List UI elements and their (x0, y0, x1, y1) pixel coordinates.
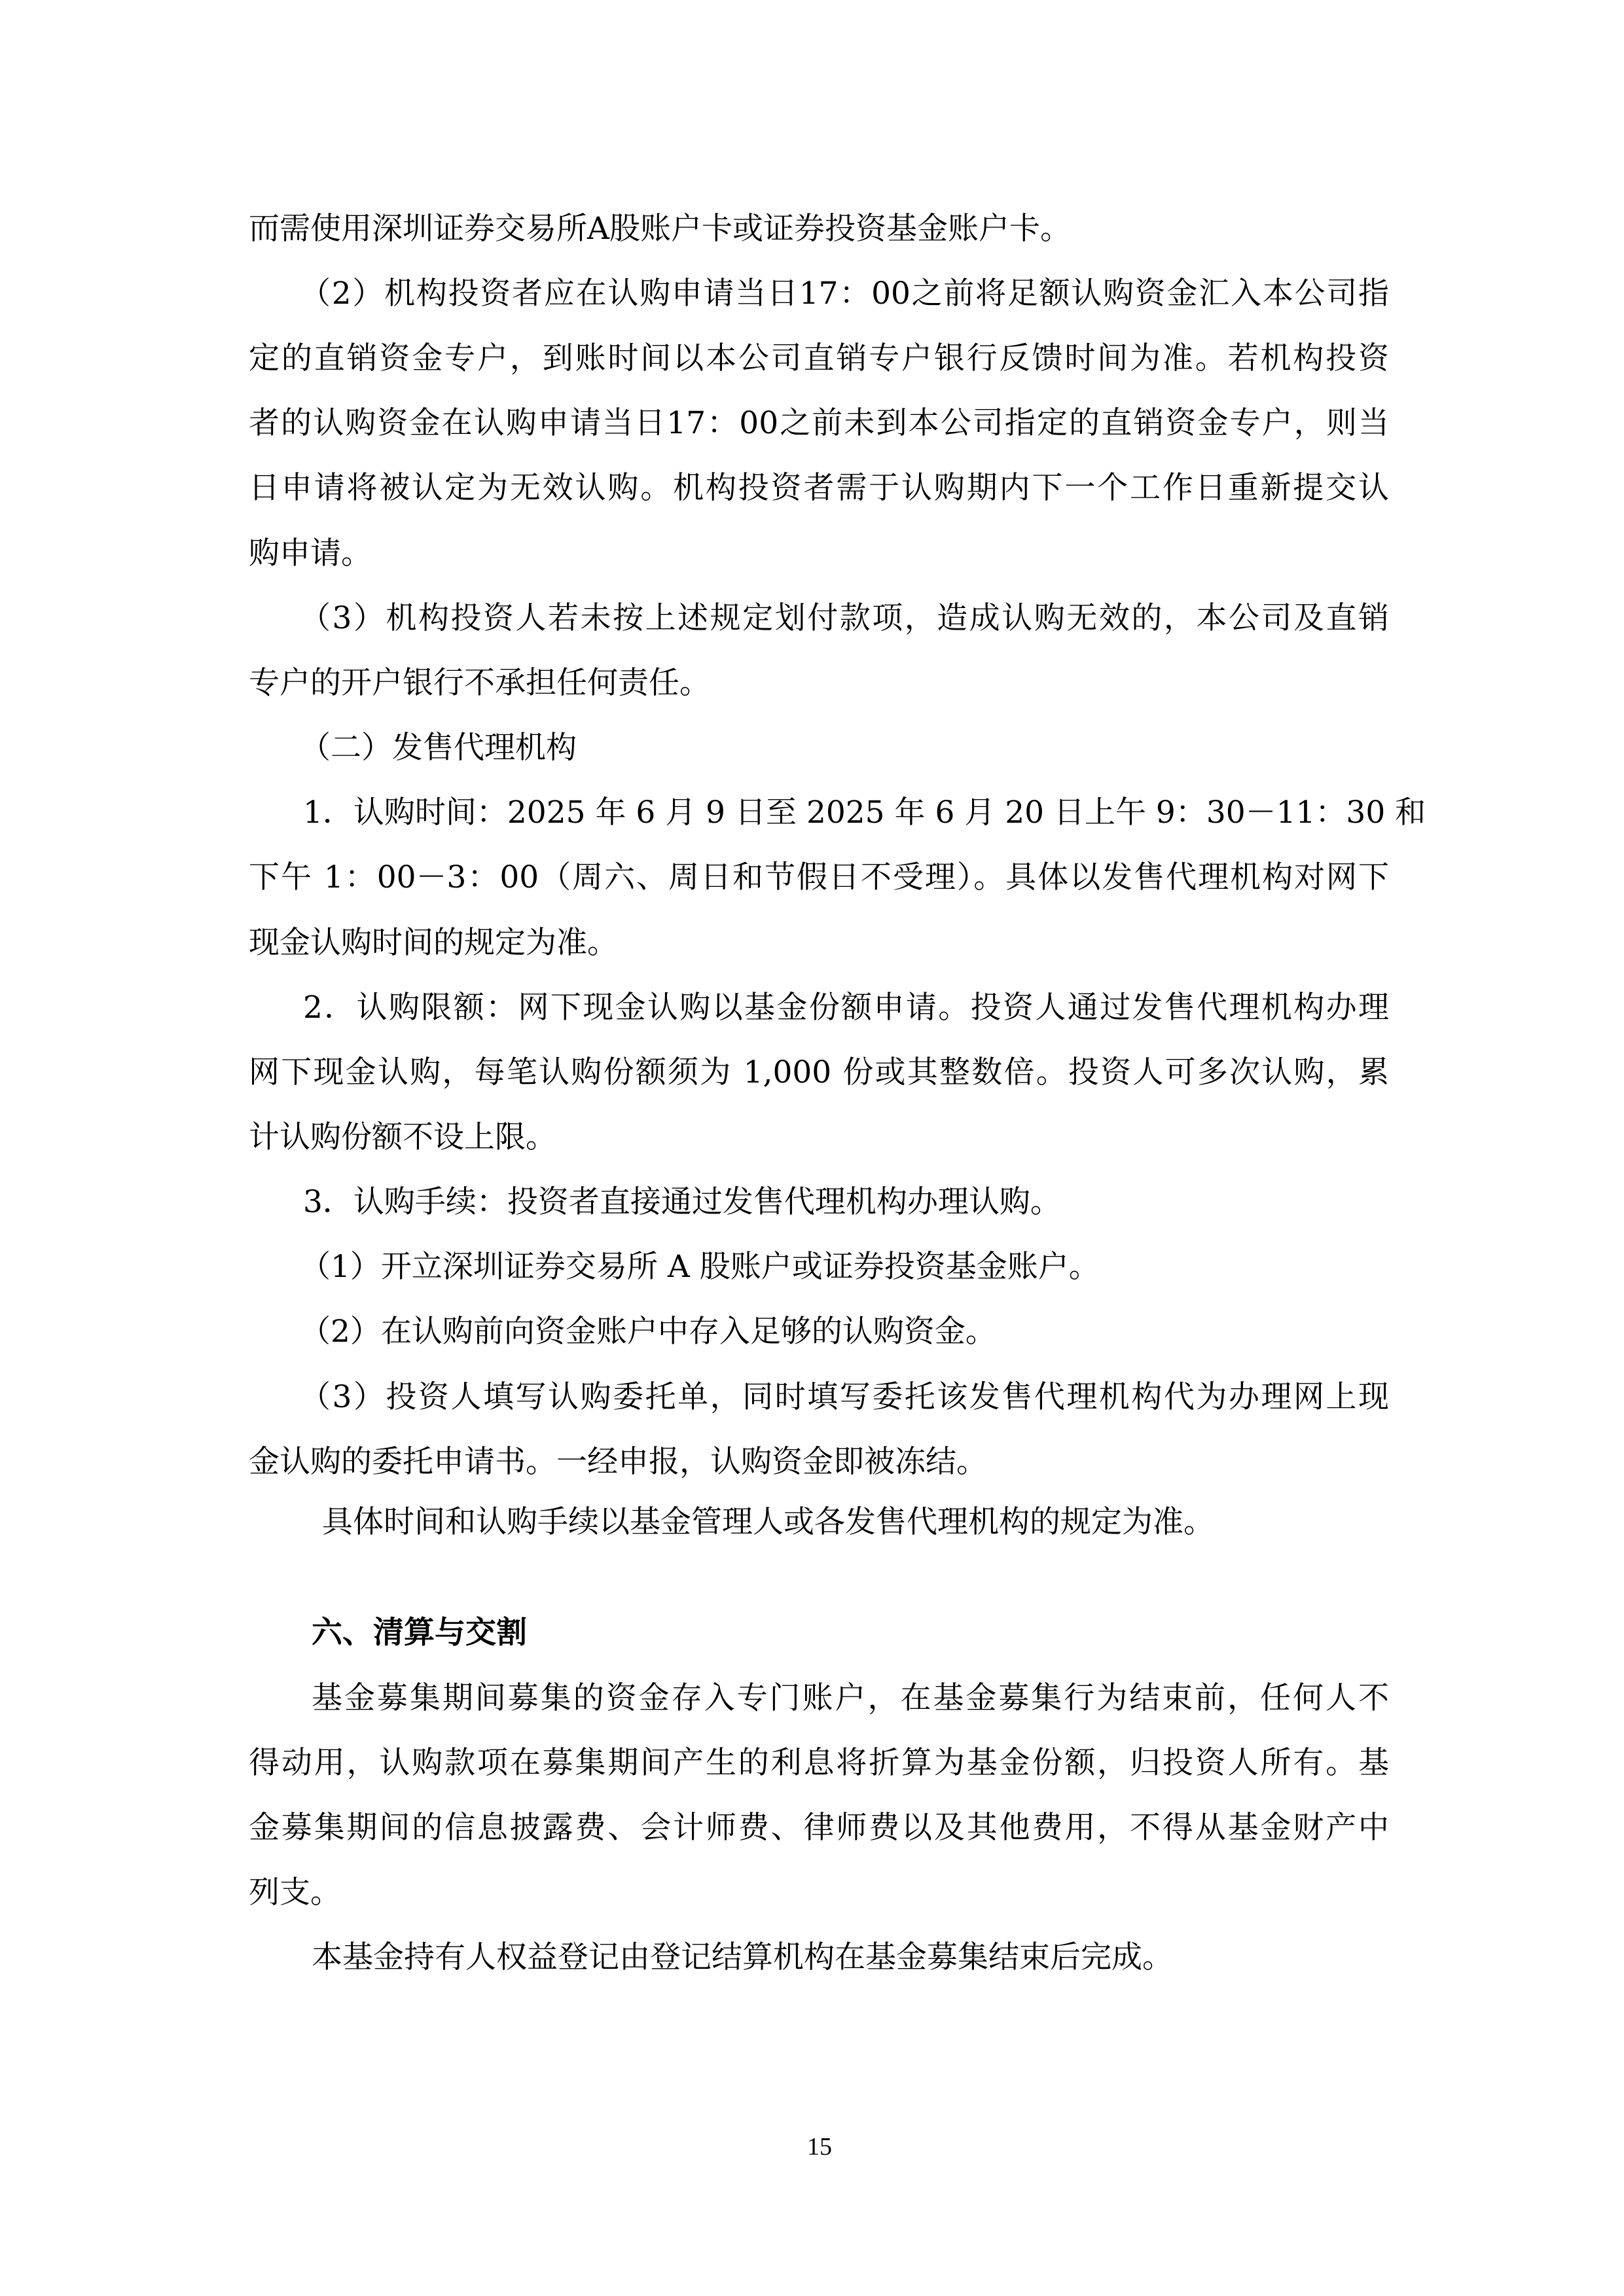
paragraph-line: 购申请。 (249, 535, 372, 571)
paragraph-line: 本基金持有人权益登记由登记结算机构在基金募集结束后完成。 (312, 1939, 1173, 1975)
paragraph-line: 得动用，认购款项在募集期间产生的利息将折算为基金份额，归投资人所有。基 (249, 1745, 1389, 1781)
section-heading: 六、清算与交割 (312, 1615, 527, 1651)
paragraph-line: （3）投资人填写认购委托单，同时填写委托该发售代理机构代为办理网上现 (300, 1379, 1389, 1415)
paragraph-line: （3）机构投资人若未按上述规定划付款项，造成认购无效的，本公司及直销 (300, 600, 1389, 636)
paragraph-line: 网下现金认购，每笔认购份额须为 1,000 份或其整数倍。投资人可多次认购，累 (249, 1054, 1389, 1090)
paragraph-line: 具体时间和认购手续以基金管理人或各发售代理机构的规定为准。 (322, 1504, 1214, 1540)
paragraph-line: 2．认购限额：网下现金认购以基金份额申请。投资人通过发售代理机构办理 (303, 990, 1389, 1026)
paragraph-line: 下午 1：00－3：00（周六、周日和节假日不受理）。具体以发售代理机构对网下 (249, 859, 1389, 895)
subsection-heading: （二）发售代理机构 (300, 730, 577, 766)
paragraph-line: （2）在认购前向资金账户中存入足够的认购资金。 (300, 1314, 996, 1350)
paragraph-line: 计认购份额不设上限。 (249, 1119, 556, 1155)
paragraph-line: 者的认购资金在认购申请当日17：00之前未到本公司指定的直销资金专户，则当 (249, 405, 1389, 441)
paragraph-line: 金募集期间的信息披露费、会计师费、律师费以及其他费用，不得从基金财产中 (249, 1810, 1389, 1846)
paragraph-line: （1）开立深圳证券交易所 A 股账户或证券投资基金账户。 (300, 1249, 1100, 1285)
paragraph-line: 1．认购时间：2025 年 6 月 9 日至 2025 年 6 月 20 日上午 9：30－11：30 和 (303, 795, 1426, 831)
paragraph-line: 专户的开户银行不承担任何责任。 (249, 665, 710, 701)
paragraph-line: 3．认购手续：投资者直接通过发售代理机构办理认购。 (303, 1184, 1061, 1220)
paragraph-line: 基金募集期间募集的资金存入专门账户，在基金募集行为结束前，任何人不 (312, 1680, 1389, 1716)
paragraph-line: 日申请将被认定为无效认购。机构投资者需于认购期内下一个工作日重新提交认 (249, 470, 1389, 506)
paragraph-line: 列支。 (249, 1874, 341, 1910)
paragraph-line: 金认购的委托申请书。一经申报，认购资金即被冻结。 (249, 1444, 987, 1480)
paragraph-line: （2）机构投资者应在认购申请当日17：00之前将足额认购资金汇入本公司指 (300, 276, 1389, 312)
paragraph-line: 定的直销资金专户，到账时间以本公司直销专户银行反馈时间为准。若机构投资 (249, 340, 1389, 376)
page-number: 15 (807, 2133, 832, 2161)
paragraph-line: 而需使用深圳证券交易所A股账户卡或证券投资基金账户卡。 (249, 211, 1071, 247)
paragraph-line: 现金认购时间的规定为准。 (249, 925, 618, 961)
